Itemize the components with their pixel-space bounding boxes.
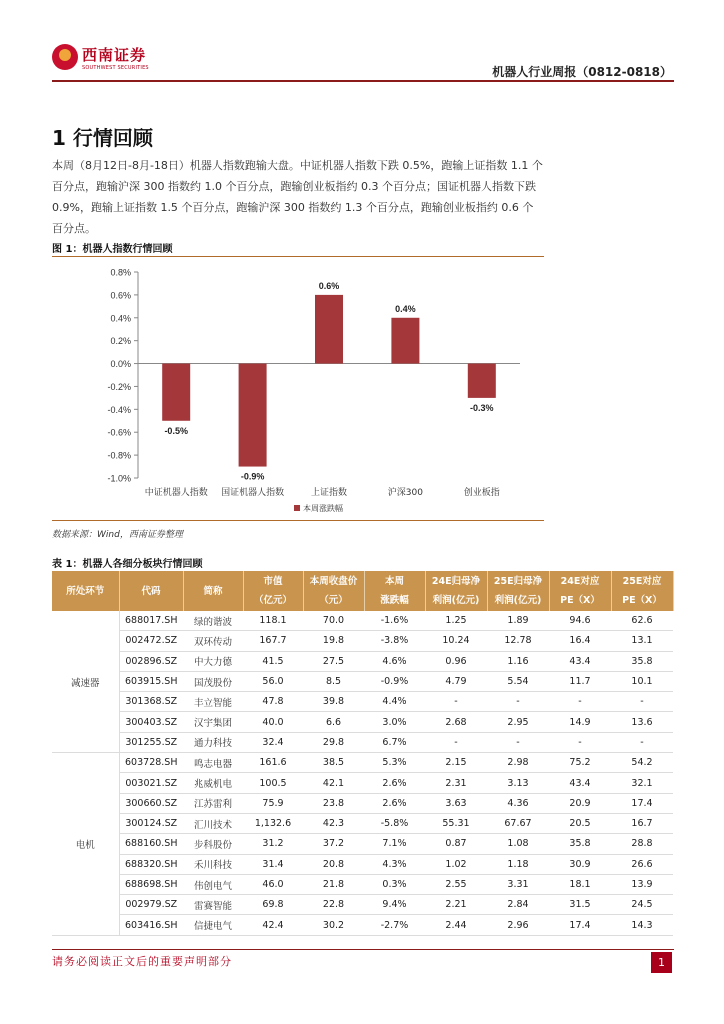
- legend-swatch: [294, 505, 300, 511]
- value-cell: 5.3%: [364, 753, 425, 773]
- legend-label: 本周涨跌幅: [303, 504, 343, 513]
- value-cell: 2.68: [425, 712, 487, 732]
- value-cell: 3.13: [487, 773, 549, 793]
- table-header-row: [52, 571, 673, 611]
- stock-code-cell: 002979.SZ: [119, 895, 183, 915]
- bar: [468, 364, 496, 398]
- bar: [391, 318, 419, 364]
- value-cell: 56.0: [243, 671, 303, 691]
- report-title: 机器人行业周报（0812-0818）: [492, 65, 672, 79]
- value-cell: 4.3%: [364, 854, 425, 874]
- value-cell: 118.1: [243, 611, 303, 631]
- page-number: 1: [651, 952, 672, 973]
- table-row: [52, 732, 673, 752]
- header-text: 利润(亿元): [432, 595, 480, 606]
- figure-title: 图 1：机器人指数行情回顾: [52, 244, 173, 255]
- bar: [239, 364, 267, 467]
- value-cell: 12.78: [487, 631, 549, 651]
- bar: [315, 295, 343, 364]
- table-header-cell: [549, 571, 611, 611]
- value-cell: 20.9: [549, 793, 611, 813]
- stock-name-cell: 雷赛智能: [183, 895, 243, 915]
- stock-code-cell: 603416.SH: [119, 915, 183, 935]
- value-cell: 13.6: [611, 712, 673, 732]
- stock-code-cell: 002896.SZ: [119, 651, 183, 671]
- value-cell: 0.96: [425, 651, 487, 671]
- value-cell: 6.6: [303, 712, 364, 732]
- value-cell: -: [425, 732, 487, 752]
- value-cell: 42.1: [303, 773, 364, 793]
- stock-code-cell: 688320.SH: [119, 854, 183, 874]
- data-label: 0.6%: [318, 280, 340, 291]
- header-text: 利润(亿元): [494, 595, 542, 606]
- x-category-label: 上证指数: [310, 488, 348, 498]
- value-cell: 2.84: [487, 895, 549, 915]
- segment-cell: 电机: [52, 753, 119, 936]
- header-text: 25E归母净: [493, 576, 543, 587]
- stock-code-cell: 688698.SH: [119, 874, 183, 894]
- stock-name-cell: 丰立智能: [183, 692, 243, 712]
- value-cell: 55.31: [425, 813, 487, 833]
- value-cell: 69.8: [243, 895, 303, 915]
- bar: [162, 364, 190, 421]
- value-cell: 19.8: [303, 631, 364, 651]
- x-category-label: 国证机器人指数: [221, 488, 285, 498]
- value-cell: -: [487, 732, 549, 752]
- value-cell: -1.6%: [364, 611, 425, 631]
- value-cell: 100.5: [243, 773, 303, 793]
- figure-top-rule: [52, 256, 544, 257]
- header-divider: [52, 80, 674, 82]
- y-tick-label: 0.6%: [110, 290, 131, 301]
- stock-name-cell: 国茂股份: [183, 671, 243, 691]
- value-cell: 4.36: [487, 793, 549, 813]
- stock-code-cell: 300660.SZ: [119, 793, 183, 813]
- y-tick-label: 0.4%: [110, 313, 131, 324]
- table-row: [52, 915, 673, 935]
- table-header-cell: [487, 571, 549, 611]
- table-header-cell: [303, 571, 364, 611]
- company-logo: [52, 42, 156, 76]
- value-cell: 75.9: [243, 793, 303, 813]
- stock-code-cell: 300124.SZ: [119, 813, 183, 833]
- value-cell: 3.0%: [364, 712, 425, 732]
- stock-name-cell: 兆威机电: [183, 773, 243, 793]
- stock-code-cell: 301368.SZ: [119, 692, 183, 712]
- y-tick-label: -0.4%: [107, 404, 131, 415]
- y-tick-label: -0.8%: [107, 450, 131, 461]
- header-text: 24E对应: [560, 576, 600, 587]
- value-cell: 62.6: [611, 611, 673, 631]
- value-cell: -2.7%: [364, 915, 425, 935]
- header-text: （亿元）: [253, 595, 292, 606]
- value-cell: 1.18: [487, 854, 549, 874]
- header-text: 涨跌幅: [380, 595, 409, 606]
- value-cell: 2.55: [425, 874, 487, 894]
- footer-divider: [52, 949, 674, 950]
- section-title: 1 行情回顾: [52, 126, 153, 150]
- figure-bottom-rule: [52, 520, 544, 521]
- header-text: 简称: [203, 585, 223, 597]
- value-cell: 31.5: [549, 895, 611, 915]
- x-category-label: 中证机器人指数: [144, 488, 208, 498]
- value-cell: 10.1: [611, 671, 673, 691]
- value-cell: 18.1: [549, 874, 611, 894]
- value-cell: 7.1%: [364, 834, 425, 854]
- value-cell: 2.31: [425, 773, 487, 793]
- value-cell: 5.54: [487, 671, 549, 691]
- value-cell: 23.8: [303, 793, 364, 813]
- stock-code-cell: 688017.SH: [119, 611, 183, 631]
- header-text: 本周: [384, 576, 404, 587]
- segment-cell: 减速器: [52, 611, 119, 753]
- value-cell: 24.5: [611, 895, 673, 915]
- header-text: 24E归母净: [431, 576, 481, 587]
- value-cell: 31.2: [243, 834, 303, 854]
- data-label: 0.4%: [395, 303, 416, 314]
- value-cell: 94.6: [549, 611, 611, 631]
- value-cell: 22.8: [303, 895, 364, 915]
- table-row: [52, 753, 673, 773]
- value-cell: 2.6%: [364, 773, 425, 793]
- value-cell: 54.2: [611, 753, 673, 773]
- stock-name-cell: 通力科技: [183, 732, 243, 752]
- value-cell: -5.8%: [364, 813, 425, 833]
- value-cell: 1.89: [487, 611, 549, 631]
- value-cell: 11.7: [549, 671, 611, 691]
- value-cell: 2.21: [425, 895, 487, 915]
- value-cell: 37.2: [303, 834, 364, 854]
- value-cell: 1,132.6: [243, 813, 303, 833]
- value-cell: 3.63: [425, 793, 487, 813]
- value-cell: 1.02: [425, 854, 487, 874]
- y-tick-label: 0.2%: [110, 336, 131, 347]
- value-cell: 2.98: [487, 753, 549, 773]
- value-cell: 20.5: [549, 813, 611, 833]
- y-tick-label: -1.0%: [107, 473, 131, 484]
- value-cell: 161.6: [243, 753, 303, 773]
- table-header-cell: [611, 571, 673, 611]
- value-cell: 26.6: [611, 854, 673, 874]
- table-row: [52, 854, 673, 874]
- value-cell: -3.8%: [364, 631, 425, 651]
- y-tick-label: -0.6%: [107, 427, 131, 438]
- table-row: [52, 813, 673, 833]
- x-category-label: 沪深300: [387, 488, 423, 498]
- footer-disclaimer: 请务必阅读正文后的重要声明部分: [52, 955, 232, 968]
- table-row: [52, 895, 673, 915]
- stock-name-cell: 步科股份: [183, 834, 243, 854]
- value-cell: 17.4: [611, 793, 673, 813]
- stock-code-cell: 301255.SZ: [119, 732, 183, 752]
- stock-name-cell: 禾川科技: [183, 854, 243, 874]
- value-cell: 21.8: [303, 874, 364, 894]
- table-row: [52, 834, 673, 854]
- value-cell: 16.4: [549, 631, 611, 651]
- value-cell: 4.6%: [364, 651, 425, 671]
- value-cell: 67.67: [487, 813, 549, 833]
- value-cell: 14.3: [611, 915, 673, 935]
- header-text: 本周收盘价: [309, 576, 358, 587]
- value-cell: 31.4: [243, 854, 303, 874]
- value-cell: 27.5: [303, 651, 364, 671]
- stock-name-cell: 汇川技术: [183, 813, 243, 833]
- stock-code-cell: 300403.SZ: [119, 712, 183, 732]
- value-cell: 1.08: [487, 834, 549, 854]
- value-cell: 4.4%: [364, 692, 425, 712]
- data-label: -0.5%: [164, 425, 188, 436]
- table-header-cell: [243, 571, 303, 611]
- value-cell: 20.8: [303, 854, 364, 874]
- header-text: 市值: [263, 576, 283, 587]
- table-header-cell: [425, 571, 487, 611]
- value-cell: 8.5: [303, 671, 364, 691]
- table-row: [52, 651, 673, 671]
- header-text: 25E对应: [622, 576, 662, 587]
- value-cell: 38.5: [303, 753, 364, 773]
- stock-name-cell: 信捷电气: [183, 915, 243, 935]
- stock-code-cell: 603728.SH: [119, 753, 183, 773]
- stock-code-cell: 688160.SH: [119, 834, 183, 854]
- value-cell: 2.6%: [364, 793, 425, 813]
- table-row: [52, 874, 673, 894]
- value-cell: 1.25: [425, 611, 487, 631]
- table-row: [52, 773, 673, 793]
- value-cell: 0.87: [425, 834, 487, 854]
- value-cell: 46.0: [243, 874, 303, 894]
- value-cell: 0.3%: [364, 874, 425, 894]
- header-text: 代码: [141, 585, 161, 597]
- value-cell: 6.7%: [364, 732, 425, 752]
- table-row: [52, 692, 673, 712]
- value-cell: 13.1: [611, 631, 673, 651]
- y-tick-label: 0.0%: [110, 359, 131, 370]
- section-paragraph: 本周（8月12日-8月-18日）机器人指数跑输大盘。中证机器人指数下跌 0.5%，跑输上证指数 1.1 个百分点，跑输沪深 300 指数约 1.0 个百分点，跑输创业板指约 0.3 个百分点；国证机器人指数下跌 0.9%，跑输上证指数 1.5 个百分点，跑输沪深 300 指数约 1.3 个百分点，跑输创业板指约 0.6 个百分点。: [52, 159, 543, 235]
- table-header-cell: [52, 571, 119, 611]
- stock-code-cell: 603915.SH: [119, 671, 183, 691]
- value-cell: -: [549, 692, 611, 712]
- value-cell: 14.9: [549, 712, 611, 732]
- y-tick-label: 0.8%: [110, 267, 131, 278]
- value-cell: -: [425, 692, 487, 712]
- value-cell: 75.2: [549, 753, 611, 773]
- value-cell: -: [487, 692, 549, 712]
- value-cell: 10.24: [425, 631, 487, 651]
- stock-name-cell: 中大力德: [183, 651, 243, 671]
- value-cell: 42.3: [303, 813, 364, 833]
- figure-source: 数据来源：Wind，西南证券整理: [52, 530, 183, 540]
- stock-name-cell: 伟创电气: [183, 874, 243, 894]
- sector-performance-table: [52, 571, 674, 936]
- stock-name-cell: 绿的谐波: [183, 611, 243, 631]
- table-row: [52, 671, 673, 691]
- value-cell: 39.8: [303, 692, 364, 712]
- value-cell: 30.9: [549, 854, 611, 874]
- value-cell: 43.4: [549, 773, 611, 793]
- value-cell: 41.5: [243, 651, 303, 671]
- value-cell: 1.16: [487, 651, 549, 671]
- value-cell: 16.7: [611, 813, 673, 833]
- value-cell: -: [549, 732, 611, 752]
- header-text: PE（X）: [622, 595, 662, 606]
- x-category-label: 创业板指: [463, 488, 500, 498]
- value-cell: 17.4: [549, 915, 611, 935]
- value-cell: 4.79: [425, 671, 487, 691]
- value-cell: 29.8: [303, 732, 364, 752]
- header-text: （元）: [319, 595, 348, 606]
- value-cell: 47.8: [243, 692, 303, 712]
- value-cell: 70.0: [303, 611, 364, 631]
- value-cell: 35.8: [611, 651, 673, 671]
- logo-name-cn: 西南证券: [82, 46, 147, 64]
- value-cell: 13.9: [611, 874, 673, 894]
- stock-name-cell: 江苏雷利: [183, 793, 243, 813]
- value-cell: 32.1: [611, 773, 673, 793]
- table-row: [52, 631, 673, 651]
- value-cell: 2.96: [487, 915, 549, 935]
- stock-name-cell: 双环传动: [183, 631, 243, 651]
- stock-code-cell: 003021.SZ: [119, 773, 183, 793]
- header-text: 所处环节: [66, 585, 105, 597]
- value-cell: 3.31: [487, 874, 549, 894]
- value-cell: 43.4: [549, 651, 611, 671]
- value-cell: 32.4: [243, 732, 303, 752]
- table-title: 表 1：机器人各细分板块行情回顾: [52, 559, 203, 570]
- stock-name-cell: 鸣志电器: [183, 753, 243, 773]
- table-header-cell: [183, 571, 243, 611]
- header-text: PE（X）: [560, 595, 600, 606]
- value-cell: 2.95: [487, 712, 549, 732]
- value-cell: -: [611, 732, 673, 752]
- value-cell: 167.7: [243, 631, 303, 651]
- value-cell: 30.2: [303, 915, 364, 935]
- stock-name-cell: 汉宇集团: [183, 712, 243, 732]
- table-header-cell: [119, 571, 183, 611]
- table-row: [52, 712, 673, 732]
- value-cell: -0.9%: [364, 671, 425, 691]
- value-cell: 9.4%: [364, 895, 425, 915]
- table-row: [52, 611, 673, 631]
- stock-code-cell: 002472.SZ: [119, 631, 183, 651]
- table-row: [52, 793, 673, 813]
- value-cell: 42.4: [243, 915, 303, 935]
- logo-emblem-icon: [52, 44, 78, 70]
- y-tick-label: -0.2%: [107, 381, 131, 392]
- data-label: -0.3%: [470, 402, 494, 413]
- value-cell: -: [611, 692, 673, 712]
- value-cell: 2.15: [425, 753, 487, 773]
- table-header-cell: [364, 571, 425, 611]
- value-cell: 40.0: [243, 712, 303, 732]
- logo-name-en: SOUTHWEST SECURITIES: [82, 65, 149, 71]
- value-cell: 2.44: [425, 915, 487, 935]
- value-cell: 28.8: [611, 834, 673, 854]
- index-performance-chart: [90, 262, 530, 520]
- data-label: -0.9%: [240, 471, 265, 482]
- value-cell: 35.8: [549, 834, 611, 854]
